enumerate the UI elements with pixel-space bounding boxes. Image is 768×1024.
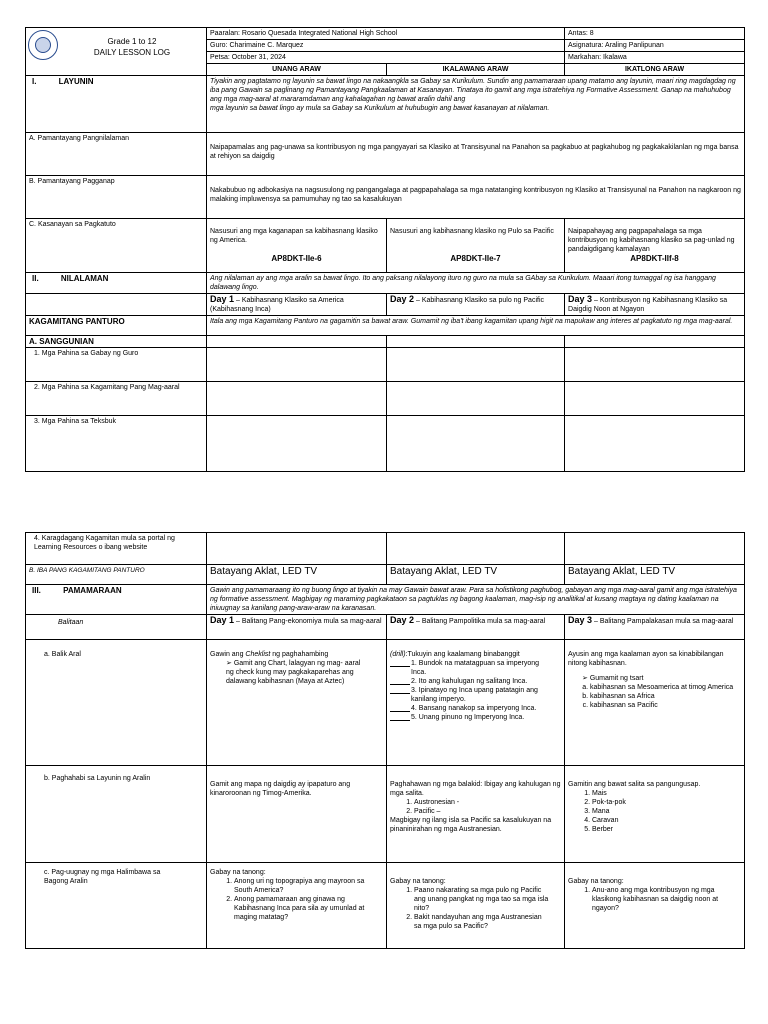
balik-aral-day1-intro-b: Cheklist (245, 651, 271, 658)
kasanayan-day1-code: AP8DKT-IIe-6 (271, 254, 322, 263)
balik-aral-day2 (387, 640, 565, 766)
quarter-field: Markahan: Ikalawa (565, 52, 745, 64)
drill-item (390, 686, 561, 704)
drill-item-text: 5. Unang pinuno ng Imperyong Inca. (411, 714, 525, 721)
sanggunian-item-2-day3 (565, 382, 745, 416)
nilalaman-day3-text: – Kontribusyon ng Kabihasnang Klasiko sa Daigdig Noon at Ngayon (568, 297, 728, 313)
pamamaraan-text: Gawin ang pamamaraang ito ng buong lingo at tiyakin na may Gawain bawat araw. Para sa holistikong paghubog, gabayan ang mga mag-aaral gamit ang mga istratehiya ng formative assessment. Magbigay ng maraming pagkakataon sa pagtuklas ng bagong kaalaman, mag-isip ng analitikal at kusang magtaya ng dating kaalaman na iniuugnay sa kanilang pang-araw-araw na karanasan. (207, 585, 745, 615)
balik-aral-day1-intro-c: ng paghahambing (270, 651, 329, 658)
kagamitan-text: Itala ang mga Kagamitang Panturo na gagamitin sa bawat araw. Gumamit ng iba't ibang kagamitan upang higit na mapukaw ang interes at pagkatuto ng mga mag-aaral. (207, 316, 745, 336)
sanggunian-label: A. SANGGUNIAN (26, 336, 207, 348)
balik-aral-day3-list (568, 674, 741, 683)
paghahabi-label: b. Paghahabi sa Layunin ng Aralin (26, 766, 207, 863)
balik-aral-day3-item: ➢ Gumamit ng tsart (582, 674, 741, 683)
sanggunian-day1 (207, 336, 387, 348)
day1-heading: UNANG ARAW (207, 64, 387, 76)
answer-blank[interactable] (390, 713, 410, 721)
balitaan-day1 (207, 615, 387, 640)
balik-aral-day3-sublist (568, 683, 741, 710)
nilalaman-day1 (207, 294, 387, 316)
pamantayang-pangnilalaman-text: Naipapamalas ang pag-unawa sa kontribusyon ng mga pangyayari sa Klasiko at Transisyunal na Panahon sa pagkabuo at pagkahubog ng pagkakakilanlan ng mga bansa at rehiyon sa daigdig (207, 133, 745, 176)
pag-uugnay-label: c. Pag-uugnay ng mga Halimbawa sa Bagong Aralin (26, 863, 207, 949)
pag-uugnay-day2-intro: Gabay na tanong: (390, 878, 446, 885)
pamantayang-pagganap-text: Nakabubuo ng adbokasiya na nagsusulong ng pangangalaga at pagpapahalaga sa mga natatanging kontribusyon ng Klasiko at Transisyunal na Panahon na nagkaroon ng malaking impluwensya sa pamumuhay ng tao sa kasalukuyan (207, 176, 745, 219)
nilalaman-spacer (26, 294, 207, 316)
balik-aral-day1-item: ➢ Gamit ang Chart, lalagyan ng mag- aaral ng check kung may pagkakaparehas ang dalawang kabihasnan (Maya at Aztec) (226, 659, 367, 686)
kasanayan-day2 (387, 219, 565, 273)
nilalaman-day2 (387, 294, 565, 316)
sanggunian-item-4: 4. Karagdagang Kagamitan mula sa portal ng Learning Resources o ibang website (26, 533, 207, 565)
balitaan-day2 (387, 615, 565, 640)
sanggunian-item-3-day2 (387, 416, 565, 472)
day2-heading: IKALAWANG ARAW (387, 64, 565, 76)
tsart-item: c. kabihasnan sa Pacific (590, 701, 741, 710)
nilalaman-day3 (565, 294, 745, 316)
iba-pang-day3: Batayang Aklat, LED TV (565, 565, 745, 585)
sanggunian-item-3-day3 (565, 416, 745, 472)
balitaan-day3-label: Day 3 (568, 615, 593, 625)
drill-item-text: 3. Ipinatayo ng Inca upang patatagin ang kanilang imperyo. (411, 687, 538, 703)
kasanayan-day3 (565, 219, 745, 273)
sanggunian-item-2-day2 (387, 382, 565, 416)
word-item: 2. Pok-ta-pok (592, 798, 741, 807)
balitaan-day2-label: Day 2 (390, 615, 415, 625)
school-field: Paaralan: Rosario Quesada Integrated National High School (207, 28, 565, 40)
lesson-log-table-2 (25, 532, 745, 949)
pag-uugnay-day1 (207, 863, 387, 949)
balik-aral-day1-list (210, 659, 383, 686)
pag-uugnay-day3-intro: Gabay na tanong: (568, 878, 624, 885)
sanggunian-day2 (387, 336, 565, 348)
nilalaman-day2-text: – Kabihasnang Klasiko sa pulo ng Pacific (414, 297, 545, 304)
guide-question: 1. Paano nakarating sa mga pulo ng Pacific ang unang pangkat ng mga tao sa mga isla nito? (414, 886, 549, 913)
balik-aral-day1-intro-a: Gawin ang (210, 651, 246, 658)
sanggunian-item-1: 1. Mga Pahina sa Gabay ng Guro (26, 348, 207, 382)
nilalaman-text: Ang nilalaman ay ang mga aralin sa bawat lingo. Ito ang paksang nilalayong ituro ng guro na mula sa GAbay sa Kurikulum. Maaari itong tumaggal ng isa hanggang dalawang lingo. (207, 273, 745, 294)
balitaan-label: Balitaan (26, 615, 207, 640)
answer-blank[interactable] (390, 686, 410, 694)
balik-aral-day1 (207, 640, 387, 766)
tsart-item: a. kabihasnan sa Mesoamerica at timog America (590, 683, 741, 692)
balik-aral-day2-drill: (drill) (390, 651, 406, 658)
balik-aral-label: a. Balik Aral (26, 640, 207, 766)
pag-uugnay-day1-intro: Gabay na tanong: (210, 869, 266, 876)
nilalaman-label: II. NILALAMAN (26, 273, 207, 294)
balik-aral-day3 (565, 640, 745, 766)
pag-uugnay-day2-list (390, 886, 561, 931)
balitaan-day1-label: Day 1 (210, 615, 235, 625)
kasanayan-day1-text: Nasusuri ang mga kaganapan sa kabihasnang klasiko ng America. (210, 228, 378, 244)
sanggunian-item-4-day1 (207, 533, 387, 565)
drill-item (390, 704, 561, 713)
lesson-log-table-1 (25, 27, 745, 472)
drill-item-text: 2. Ito ang kahulugan ng salitang Inca. (411, 678, 528, 685)
layunin-text-2: mga layunin sa bawat lingo ay mula sa Gabay sa Kurikulum at huhubugin ang bawat kasanayan at nilalaman. (210, 105, 550, 112)
vocab-item: 2. Pacific – (414, 807, 561, 816)
iba-pang-day2: Batayang Aklat, LED TV (387, 565, 565, 585)
balik-aral-day1-intro (210, 650, 383, 659)
paghahabi-day2-list (390, 798, 561, 816)
pag-uugnay-day1-list (210, 877, 383, 922)
page-one (25, 27, 744, 472)
log-title: DAILY LESSON LOG (93, 48, 171, 57)
kasanayan-label: C. Kasanayan sa Pagkatuto (26, 219, 207, 273)
sanggunian-item-1-day2 (387, 348, 565, 382)
kasanayan-day1 (207, 219, 387, 273)
answer-blank[interactable] (390, 677, 410, 685)
balitaan-day1-text: – Balitang Pang-ekonomiya mula sa mag-aaral (234, 618, 382, 625)
tsart-item: b. kabihasnan sa Africa (590, 692, 741, 701)
pag-uugnay-day3 (565, 863, 745, 949)
nilalaman-day1-label: Day 1 (210, 294, 235, 304)
kagamitan-label: KAGAMITANG PANTURO (26, 316, 207, 336)
nilalaman-day1-text: – Kabihasnang Klasiko sa America (Kabihasnang Inca) (210, 297, 344, 313)
kasanayan-day3-code: AP8DKT-IIf-8 (630, 254, 679, 263)
balitaan-day3 (565, 615, 745, 640)
iba-pang-day1: Batayang Aklat, LED TV (207, 565, 387, 585)
drill-item-text: 4. Bansang nanakop sa imperyong Inca. (411, 705, 537, 712)
iba-pang-label: B. IBA PANG KAGAMITANG PANTURO (26, 565, 207, 585)
balitaan-day3-text: – Balitang Pampalakasan mula sa mag-aaral (592, 618, 734, 625)
paghahabi-day2-intro: Paghahawan ng mga balakid: Ibigay ang kahulugan ng mga salita. (390, 781, 561, 797)
balik-aral-day2-list (390, 659, 561, 722)
guide-question: 1. Anong uri ng topograpiya ang mayroon sa South America? (234, 877, 371, 895)
deped-seal-icon (28, 30, 58, 60)
word-item: 5. Berber (592, 825, 741, 834)
pag-uugnay-day2 (387, 863, 565, 949)
day3-heading: IKATLONG ARAW (565, 64, 745, 76)
balik-aral-day2-intro (390, 650, 561, 659)
answer-blank[interactable] (390, 704, 410, 712)
paghahabi-day3 (565, 766, 745, 863)
sanggunian-item-1-day1 (207, 348, 387, 382)
guide-question: 2. Anong pamamaraan ang ginawa ng Kabihasnang Inca para sila ay umunlad at maging matatag? (234, 895, 371, 922)
paghahabi-day3-list (568, 789, 741, 834)
sanggunian-item-3: 3. Mga Pahina sa Teksbuk (26, 416, 207, 472)
drill-item (390, 713, 561, 722)
sanggunian-item-2: 2. Mga Pahina sa Kagamitang Pang Mag-aaral (26, 382, 207, 416)
kasanayan-day3-text: Naipapahayag ang pagpapahalaga sa mga kontribusyon ng kabihasnang klasiko sa pag-unlad ng pandaigdigang kamalayan (568, 228, 735, 253)
pag-uugnay-day3-list (568, 886, 741, 913)
kasanayan-day2-text: Nasusuri ang kabihasnang klasiko ng Pulo sa Pacific (390, 228, 554, 235)
drill-item (390, 677, 561, 686)
pamamaraan-label: III. PAMAMARAAN (26, 585, 207, 615)
grade-label: Grade 1 to 12 (107, 37, 157, 46)
teacher-field: Guro: Charimaine C. Marquez (207, 40, 565, 52)
paghahabi-day2 (387, 766, 565, 863)
guide-question: 2. Bakit nandayuhan ang mga Austranesian sa mga pulo sa Pacific? (414, 913, 549, 931)
nilalaman-day2-label: Day 2 (390, 294, 415, 304)
drill-item-text: 1. Bundok na matatagpuan sa imperyong Inca. (411, 660, 540, 676)
word-item: 1. Mais (592, 789, 741, 798)
drill-item (390, 659, 561, 677)
sanggunian-item-4-day3 (565, 533, 745, 565)
layunin-text (207, 76, 745, 133)
balik-aral-day3-intro: Ayusin ang mga kaalaman ayon sa kinabibilangan nitong kabihasnan. (568, 651, 724, 667)
pamantayang-pangnilalaman-label: A. Pamantayang Pangnilalaman (26, 133, 207, 176)
sanggunian-item-4-day2 (387, 533, 565, 565)
paghahabi-day2-after: Magbigay ng ilang isla sa Pacific sa kasalukuyan na pinaninirahan ng mga Austranesian. (390, 817, 552, 833)
word-item: 4. Caravan (592, 816, 741, 825)
page-two (25, 532, 744, 949)
layunin-label: I. LAYUNIN (26, 76, 207, 133)
paghahabi-day1: Gamit ang mapa ng daigdig ay ipapaturo ang kinaroroonan ng Timog-Amerika. (207, 766, 387, 863)
vocab-item: 1. Austronesian - (414, 798, 561, 807)
balitaan-day2-text: – Balitang Pampolitika mula sa mag-aaral (414, 618, 546, 625)
paghahabi-day3-intro: Gamitin ang bawat salita sa pangungusap. (568, 781, 701, 788)
guide-question: 1. Anu-ano ang mga kontribusyon ng mga klasikong kabihasnan sa daigdig noon at ngayon? (592, 886, 731, 913)
pamantayang-pagganap-label: B. Pamantayang Pagganap (26, 176, 207, 219)
level-field: Antas: 8 (565, 28, 745, 40)
answer-blank[interactable] (390, 659, 410, 667)
date-field: Petsa: October 31, 2024 (207, 52, 565, 64)
sanggunian-item-3-day1 (207, 416, 387, 472)
layunin-text-1: Tiyakin ang pagtatamo ng layunin sa bawat lingo na nakaangkla sa Gabay sa Kurikulum. Sundin ang pamamaraan upang matamo ang layunin, maari ring magdagdag ng iba pang Gawain sa paglinang ng Pamantayang Pangkaalaman at Kasanayan. Tinataya ito gamit ang mga istratehiya ng Formative Assessment. Ganap na mahuhubog ang mga mag-aaral at mararamdaman ang kahalagahan ng bawat aralin dahil ang (210, 78, 736, 103)
nilalaman-day3-label: Day 3 (568, 294, 593, 304)
kasanayan-day2-code: AP8DKT-IIe-7 (450, 254, 501, 263)
word-item: 3. Mana (592, 807, 741, 816)
header-brand (26, 28, 207, 76)
sanggunian-day3 (565, 336, 745, 348)
balik-aral-day2-instruction: :Tukuyin ang kaalamang binabanggit (405, 651, 520, 658)
sanggunian-item-1-day3 (565, 348, 745, 382)
subject-field: Asignatura: Araling Panlipunan (565, 40, 745, 52)
sanggunian-item-2-day1 (207, 382, 387, 416)
